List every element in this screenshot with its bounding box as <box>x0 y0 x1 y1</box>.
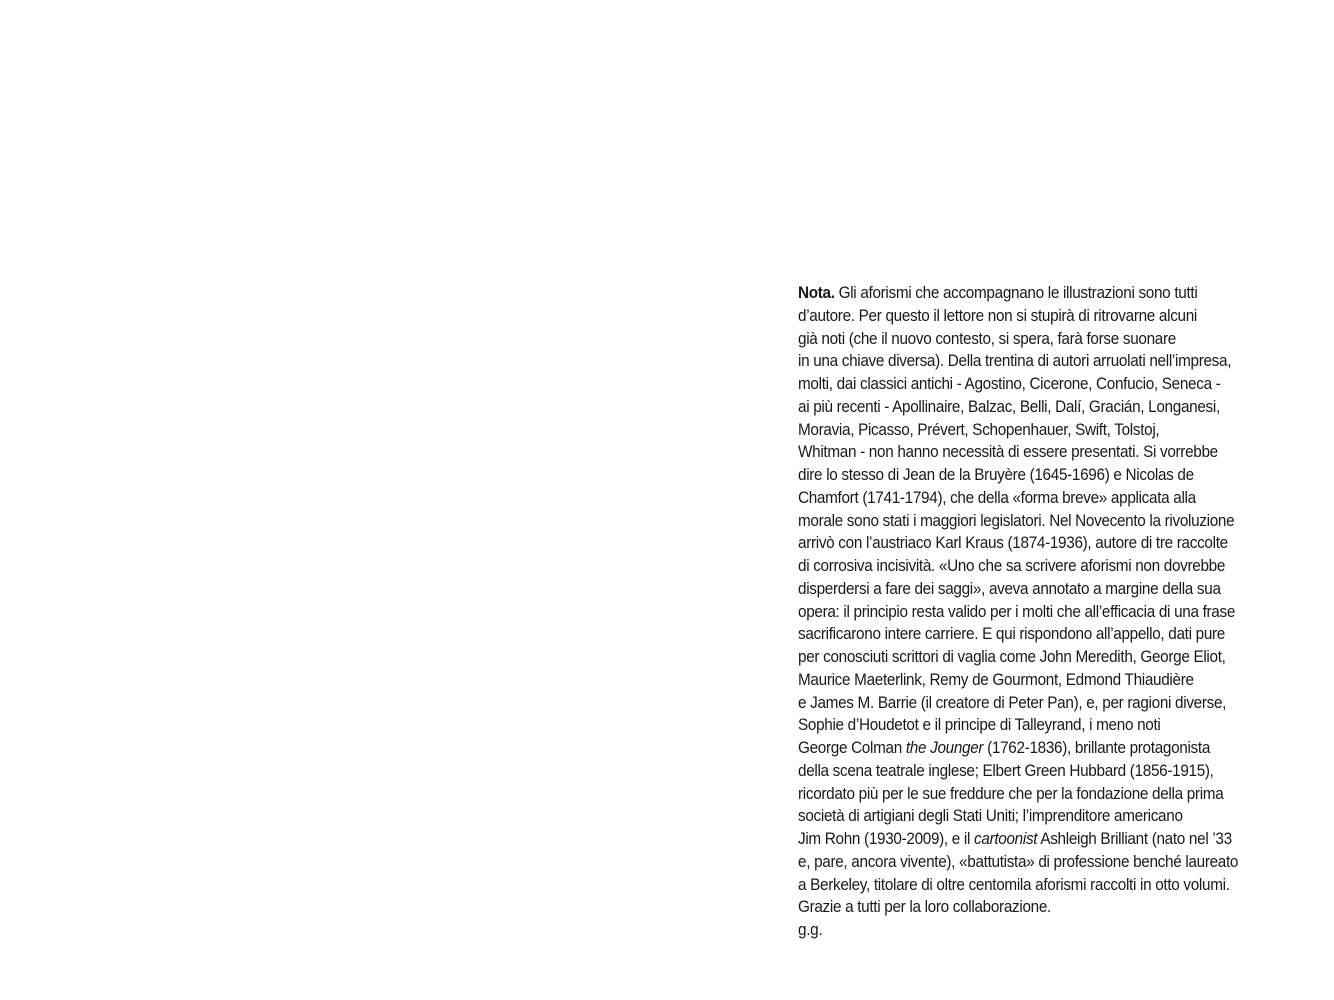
note-line: arrivò con l’austriaco Karl Kraus (1874-1936), autore di tre raccolte <box>798 533 1228 553</box>
note-italic-text: cartoonist <box>974 829 1038 848</box>
note-paragraph <box>798 282 1248 942</box>
note-line: opera: il principio resta valido per i molti che all’efficacia di una frase <box>798 601 1236 621</box>
note-line: sacrificarono intere carriere. E qui rispondono all’appello, dati pure <box>798 624 1226 644</box>
note-line: Whitman - non hanno necessità di essere presentati. Si vorrebbe <box>798 442 1218 462</box>
note-line: della scena teatrale inglese; Elbert Green Hubbard (1856-1915), <box>798 760 1214 780</box>
note-line: a Berkeley, titolare di oltre centomila aforismi raccolti in otto volumi. <box>798 874 1230 894</box>
note-line: in una chiave diversa). Della trentina di autori arruolati nell’impresa, <box>798 351 1232 371</box>
note-line: ai più recenti - Apollinaire, Balzac, Belli, Dalí, Gracián, Longanesi, <box>798 396 1220 416</box>
note-signature: g.g. <box>798 920 823 939</box>
note-line <box>798 828 1248 851</box>
note-line: Chamfort (1741-1794), che della «forma breve» applicata alla <box>798 487 1196 507</box>
note-line-text: (1762-1836), brillante protagonista <box>983 738 1211 757</box>
note-line: disperdersi a fare dei saggi», aveva annotato a margine della sua <box>798 578 1221 598</box>
note-line: Grazie a tutti per la loro collaborazione. <box>798 897 1051 917</box>
note-line: e, pare, ancora vivente), «battutista» di professione benché laureato <box>798 851 1239 871</box>
note-italic-text: the Jounger <box>905 738 984 757</box>
note-line-text: George Colman <box>798 738 906 757</box>
note-line: già noti (che il nuovo contesto, si spera, farà forse suonare <box>798 328 1176 348</box>
note-line: ricordato più per le sue freddure che per la fondazione della prima <box>798 783 1224 803</box>
note-line: società di artigiani degli Stati Uniti; l’imprenditore americano <box>798 806 1183 826</box>
note-label: Nota. <box>798 283 835 302</box>
note-line: d’autore. Per questo il lettore non si stupirà di ritrovarne alcuni <box>798 305 1198 325</box>
note-line: e James M. Barrie (il creatore di Peter Pan), e, per ragioni diverse, <box>798 692 1227 712</box>
note-line: Moravia, Picasso, Prévert, Schopenhauer, Swift, Tolstoj, <box>798 419 1160 439</box>
note-line-text: Ashleigh Brilliant (nato nel ’33 <box>1037 829 1232 848</box>
note-line: Sophie d’Houdetot e il principe di Talleyrand, i meno noti <box>798 715 1161 735</box>
note-line: dire lo stesso di Jean de la Bruyère (1645-1696) e Nicolas de <box>798 465 1194 484</box>
note-line-text: Jim Rohn (1930-2009), e il <box>798 829 975 848</box>
note-line: molti, dai classici antichi - Agostino, Cicerone, Confucio, Seneca - <box>798 374 1221 393</box>
note-line: di corrosiva incisività. «Uno che sa scrivere aforismi non dovrebbe <box>798 556 1226 575</box>
note-line: Maurice Maeterlink, Remy de Gourmont, Edmond Thiaudière <box>798 669 1194 689</box>
note-line: morale sono stati i maggiori legislatori. Nel Novecento la rivoluzione <box>798 510 1235 530</box>
note-line <box>798 282 1248 305</box>
note-line: per conosciuti scrittori di vaglia come John Meredith, George Eliot, <box>798 647 1226 666</box>
note-line <box>798 737 1248 760</box>
note-line-text: Gli aforismi che accompagnano le illustrazioni sono tutti <box>834 283 1198 302</box>
